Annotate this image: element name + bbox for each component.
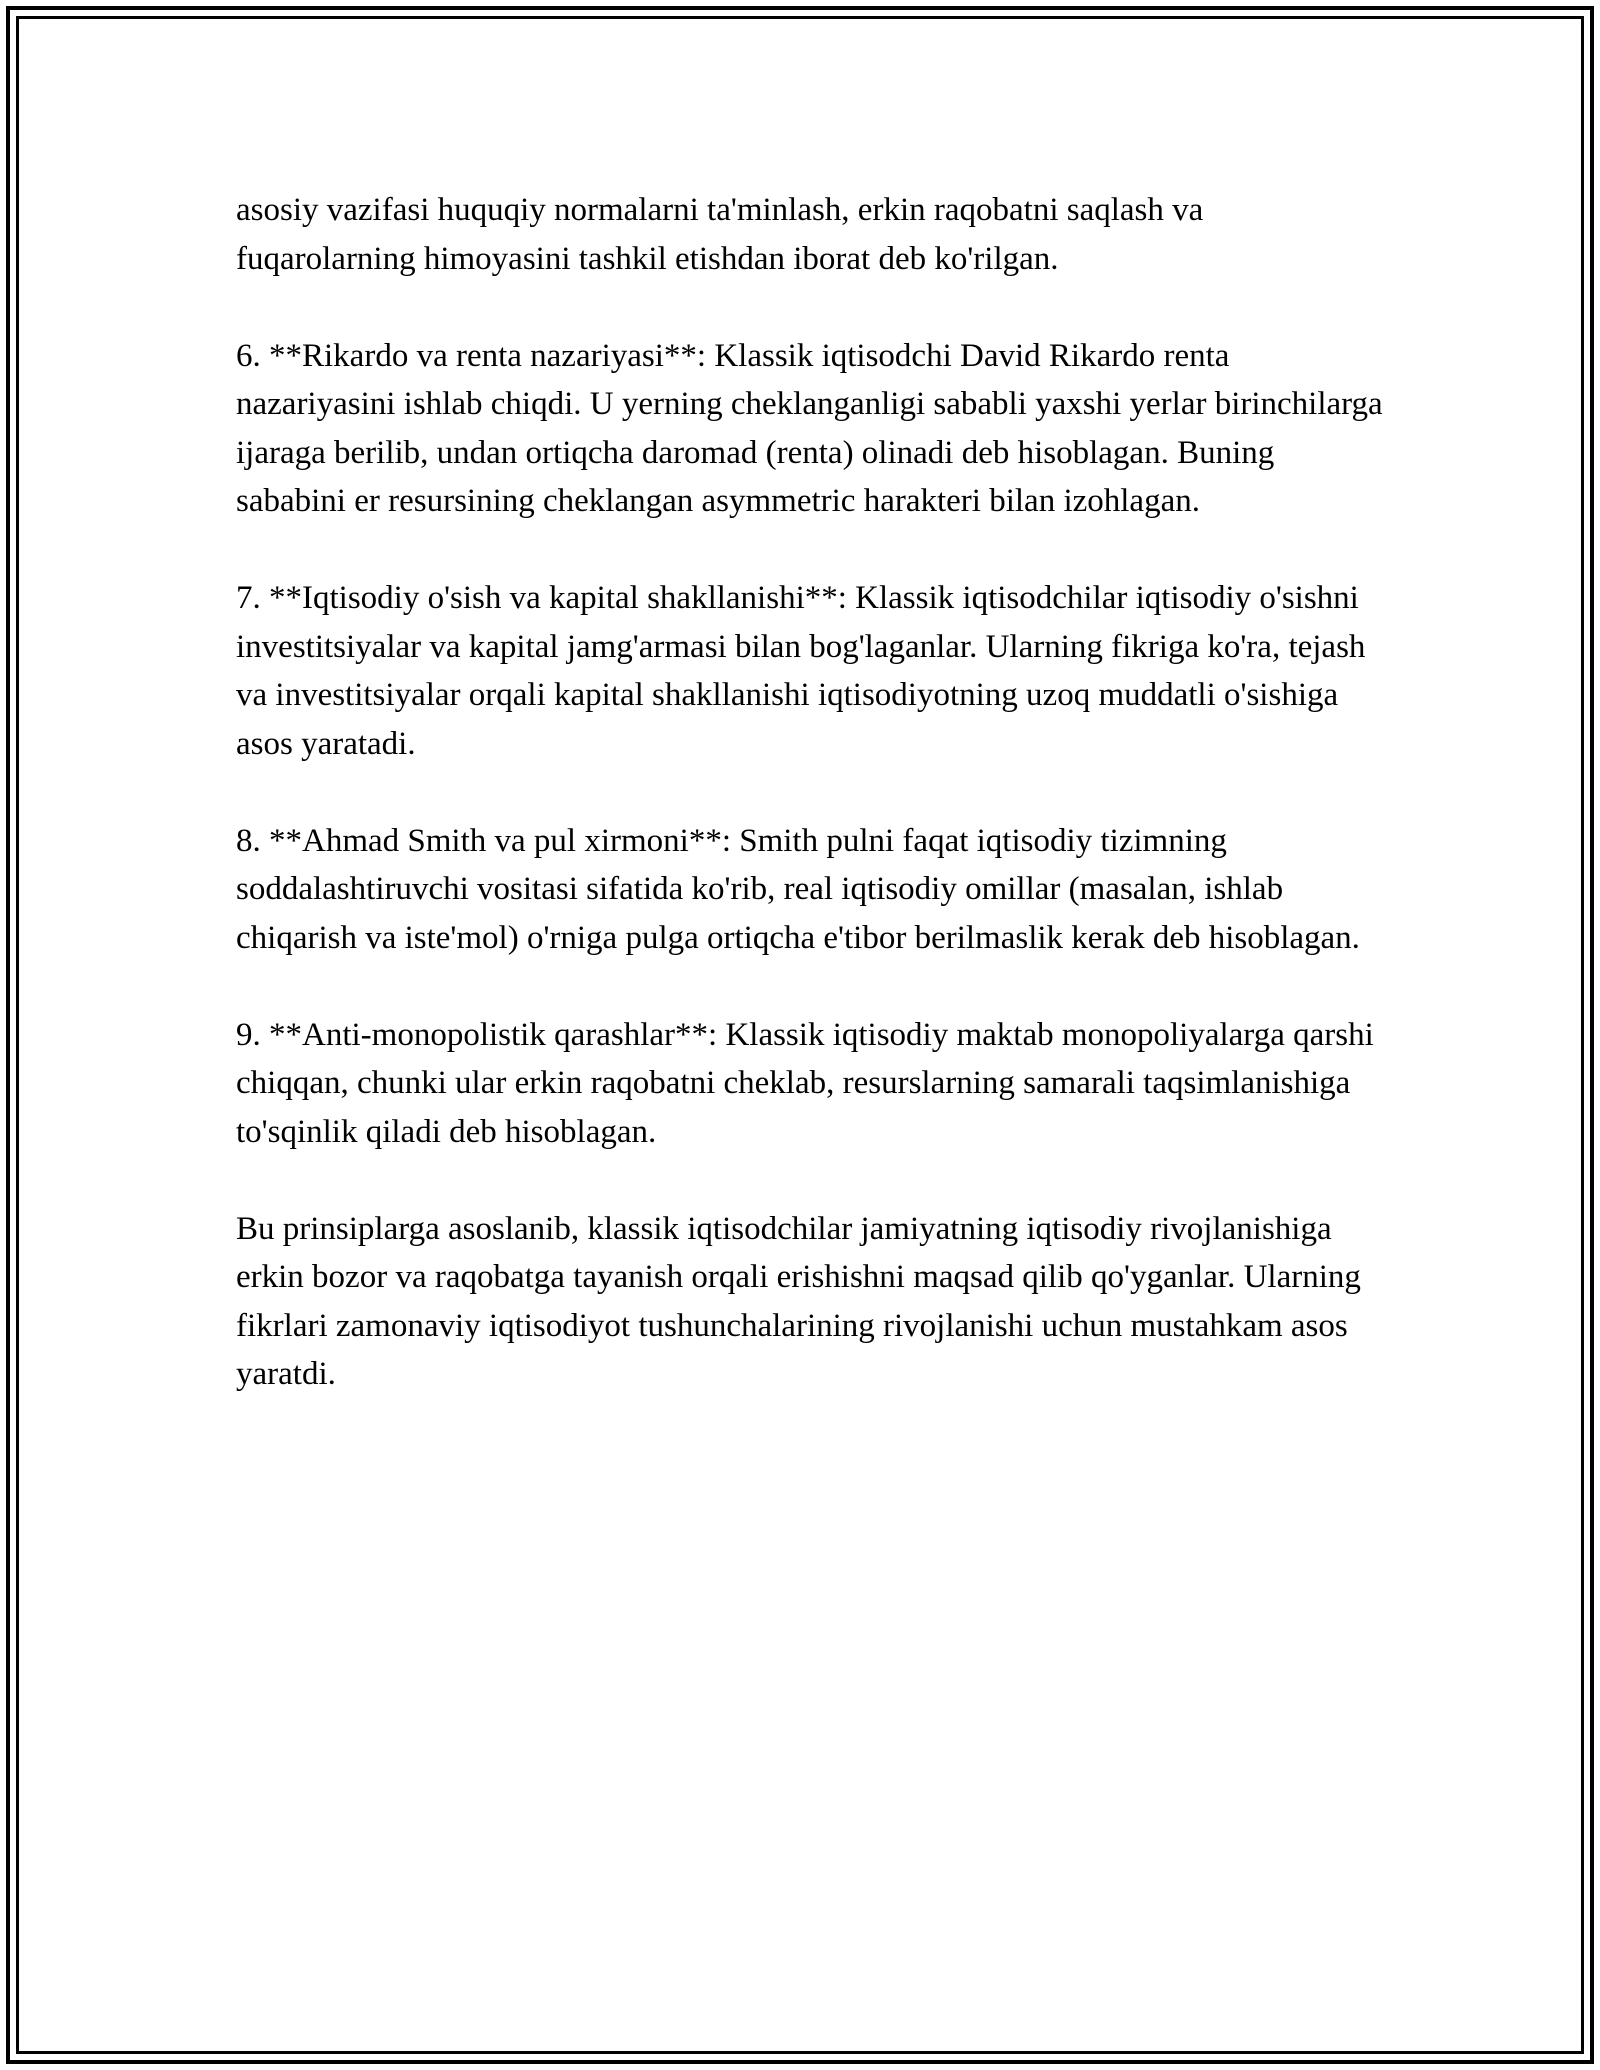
paragraph-item-7: 7. **Iqtisodiy o'sish va kapital shakllanishi**: Klassik iqtisodchilar iqtisodiy o'sishni investitsiyalar va kapital jamg'armasi bilan bog'laganlar. Ularning fikriga ko'ra, tejash va investitsiyalar orqali kapital shakllanishi iqtisodiyotning uzoq muddatli o'sishiga asos yaratadi. <box>236 580 1366 762</box>
paragraph-continuation: asosiy vazifasi huquqiy normalarni ta'minlash, erkin raqobatni saqlash va fuqarolarning himoyasini tashkil etishdan iborat deb ko'rilgan. <box>236 192 1204 277</box>
paragraph-item-6: 6. **Rikardo va renta nazariyasi**: Klassik iqtisodchi David Rikardo renta nazariyasini ishlab chiqdi. U yerning cheklanganligi sababli yaxshi yerlar birinchilarga ijaraga berilib, undan ortiqcha daromad (renta) olinadi deb hisoblagan. Buning sababini er resursining cheklangan asymmetric harakteri bilan izohlagan. <box>236 337 1383 519</box>
paragraph-item-9: 9. **Anti-monopolistik qarashlar**: Klassik iqtisodiy maktab monopoliyalarga qarshi chiqqan, chunki ular erkin raqobatni cheklab, resurslarning samarali taqsimlanishiga to'sqinlik qiladi deb hisoblagan. <box>236 1016 1374 1150</box>
paragraph-item-8: 8. **Ahmad Smith va pul xirmoni**: Smith pulni faqat iqtisodiy tizimning soddalashtiruvchi vositasi sifatida ko'rib, real iqtisodiy omillar (masalan, ishlab chiqarish va iste'mol) o'rniga pulga ortiqcha e'tibor berilmaslik kerak deb hisoblagan. <box>236 822 1360 956</box>
paragraph-conclusion: Bu prinsiplarga asoslanib, klassik iqtisodchilar jamiyatning iqtisodiy rivojlanishiga erkin bozor va raqobatga tayanish orqali erishishni maqsad qilib qo'yganlar. Ularning fikrlari zamonaviy iqtisodiyot tushunchalarining rivojlanishi uchun mustahkam asos yaratdi. <box>236 1210 1361 1392</box>
document-body <box>236 186 1386 1447</box>
